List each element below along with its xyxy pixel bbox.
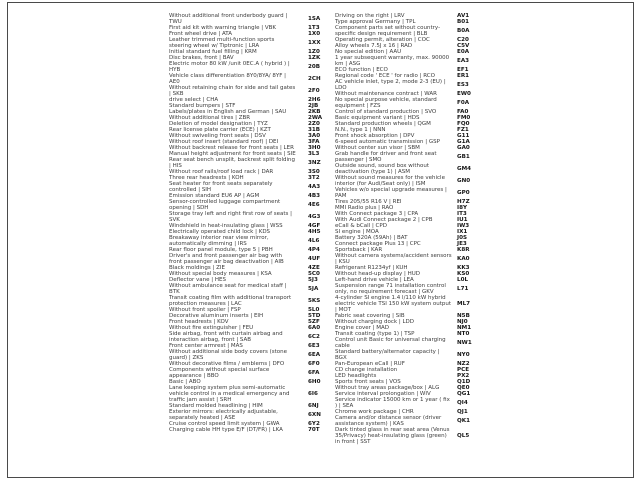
option-code: 20B <box>308 64 321 70</box>
option-code: NY0 <box>457 352 470 358</box>
option-code: NT0 <box>457 331 470 337</box>
option-description: Storage tray left and right first row of seats | SVK <box>169 211 293 223</box>
option-code: FZ1 <box>457 127 469 133</box>
option-item <box>335 427 475 445</box>
option-description: ECO function | ECO <box>335 67 388 73</box>
option-description: Front headrests | KOV <box>169 319 229 325</box>
option-code: 6FA <box>308 370 320 376</box>
option-description: Seat heater for front seats separately controlled | SIH <box>169 181 273 193</box>
option-code: GP0 <box>457 190 470 196</box>
option-code: NJ0 <box>457 319 468 325</box>
option-description: Without retaining chain for side and tail gates | SKB <box>169 85 296 97</box>
option-description: Breakaway interior rear view mirror, automatically dimming | IRS <box>169 235 269 247</box>
option-description: Control of standard production | SVO <box>335 109 437 115</box>
option-code: EF1 <box>457 67 469 73</box>
option-code: E0A <box>457 49 470 55</box>
option-code: 4E6 <box>308 202 320 208</box>
option-description: Side airbag, front with curtain airbag and interaction airbag, front | SAB <box>169 331 283 343</box>
option-code: C20 <box>457 37 469 43</box>
option-description: Without center sun visor | SBM <box>335 145 420 151</box>
option-code: IX1 <box>457 229 468 235</box>
option-item <box>169 181 326 193</box>
option-description: Components without special surface appearance | BBO <box>169 367 270 379</box>
option-code: IU1 <box>457 217 468 223</box>
option-code: 6C2 <box>308 334 320 340</box>
option-code: 2Z0 <box>308 121 320 127</box>
option-item <box>335 253 475 265</box>
option-code: 6E3 <box>308 343 320 349</box>
option-description: Standard bumpers | STF <box>169 103 236 109</box>
option-description: Three rear headrests | KOH <box>169 175 244 181</box>
option-code: 4A3 <box>308 184 321 190</box>
option-description: Without swiveling front seats | DSV <box>169 133 266 139</box>
option-code: J0S <box>457 235 468 241</box>
option-description: Without special body measures | KSA <box>169 271 272 277</box>
option-item <box>335 295 475 313</box>
option-code: 1T3 <box>308 25 320 31</box>
option-description: Grab handle for driver and front seat passenger | SMO <box>335 151 437 163</box>
option-item <box>169 61 326 73</box>
option-item <box>169 427 326 433</box>
option-item <box>335 79 475 91</box>
option-column-right <box>335 13 475 445</box>
option-description: Without head-up display | HUD <box>335 271 420 277</box>
option-description: Driving on the right | LRV <box>335 13 405 19</box>
option-code: NZ2 <box>457 361 470 367</box>
option-description: Connect package Plus 13 | CPC <box>335 241 421 247</box>
option-item <box>169 73 326 85</box>
option-code: GB1 <box>457 154 470 160</box>
option-description: Pan-European eCall | RUF <box>335 361 405 367</box>
option-code: KA0 <box>457 256 470 262</box>
option-description: Alloy wheels 7.5J x 16 | RAD <box>335 43 413 49</box>
option-code: 2H6 <box>308 97 321 103</box>
option-code: GA0 <box>457 145 470 151</box>
option-code: Q1D <box>457 379 471 385</box>
option-item <box>169 283 326 295</box>
option-code: 4UF <box>308 256 321 262</box>
option-code: EW0 <box>457 91 471 97</box>
option-description: Suspension range 71 installation control only, no requirement forecast | GKV <box>335 283 446 295</box>
option-code: 6NJ <box>308 403 319 409</box>
option-description: Without front spoiler | FSP <box>169 307 241 313</box>
option-code: 2CH <box>308 76 321 82</box>
option-description: Without camera systems/accident sensors | KSU <box>335 253 452 265</box>
option-code: FM0 <box>457 115 471 121</box>
option-description: Transit coating (type 1) | TSP <box>335 331 415 337</box>
option-code: KS0 <box>457 271 470 277</box>
option-item <box>335 163 475 175</box>
option-description: With Connect package 3 | CPA <box>335 211 419 217</box>
option-code: 1XX <box>308 40 321 46</box>
option-item <box>335 415 475 427</box>
option-description: Without backrest release for front seats | LER <box>169 145 294 151</box>
option-description: Without additional front underbody guard | TWU <box>169 13 288 25</box>
option-code: K8R <box>457 247 470 253</box>
option-description: Transit coating film with additional transport protection measures | LAC <box>169 295 292 307</box>
option-item <box>335 397 475 409</box>
option-code: C5V <box>457 43 470 49</box>
option-code: B01 <box>457 19 470 25</box>
option-description: Exterior mirrors: electrically adjustable, separately heated | ASE <box>169 409 278 421</box>
option-code: IW3 <box>457 223 470 229</box>
option-description: Without maintenance contract | WAR <box>335 91 437 97</box>
option-code: 4H5 <box>308 229 321 235</box>
option-description: Type approval Germany | TPL <box>335 19 416 25</box>
option-code: 2KB <box>308 109 321 115</box>
option-description: Sensor-controlled luggage compartment opening | SDH <box>169 199 281 211</box>
option-code: PCE <box>457 367 470 373</box>
option-code: 6I6 <box>308 391 318 397</box>
option-code: QE0 <box>457 385 470 391</box>
option-description: Standard molded headlining | HIM <box>169 403 263 409</box>
option-code-list <box>169 13 475 445</box>
option-code: 3T2 <box>308 175 320 181</box>
option-description: Basic equipment variant | HDS <box>335 115 420 121</box>
option-description: Labels/plates in English and German | SAU <box>169 109 287 115</box>
option-description: Driver's and front passenger air bag with front passenger air bag deactivation | AIB <box>169 253 284 265</box>
option-code: G1A <box>457 139 470 145</box>
option-description: Service interval prolongation | WIV <box>335 391 431 397</box>
option-item <box>335 175 475 187</box>
option-item <box>335 337 475 349</box>
option-description: Battery 320A (59Ah) | BAT <box>335 235 408 241</box>
option-item <box>169 85 326 97</box>
option-code: 3L3 <box>308 151 320 157</box>
option-code: 6Y2 <box>308 421 320 427</box>
option-description: First aid kit with warning triangle | VBK <box>169 25 276 31</box>
option-description: Deletion of model designation | TYZ <box>169 121 268 127</box>
option-item <box>335 55 475 67</box>
option-item <box>169 331 326 343</box>
option-description: Vehicles w/o special upgrade measures | PAM <box>335 187 447 199</box>
option-code: 3S0 <box>308 169 320 175</box>
option-description: Refrigerant R1234yf | KUH <box>335 265 408 271</box>
option-code: 3NZ <box>308 160 321 166</box>
option-description: Regional code ' ECE ' for radio | RCO <box>335 73 435 79</box>
option-code: 1SA <box>308 16 321 22</box>
option-code: G11 <box>457 133 470 139</box>
option-code: JE3 <box>457 241 467 247</box>
option-description: drive select | CHA <box>169 97 219 103</box>
option-code: 31B <box>308 127 321 133</box>
option-description: Windshield in heat-insulating glass | WSS <box>169 223 283 229</box>
option-description: Lane keeping system plus semi-automatic vehicle control in a medical emergency and traffic jam assist | SRH <box>169 385 290 403</box>
option-code: 4L6 <box>308 238 320 244</box>
option-description: Front wheel drive | ATA <box>169 31 232 37</box>
option-code: IT3 <box>457 211 467 217</box>
option-code: 5TD <box>308 313 321 319</box>
option-description: CD change installation <box>335 367 398 373</box>
option-description: Chrome work package | CHR <box>335 409 414 415</box>
option-description: Rear floor panel module, type 5 | PBH <box>169 247 273 253</box>
option-item <box>169 295 326 307</box>
option-item <box>335 151 475 163</box>
option-code: B0A <box>457 28 470 34</box>
option-description: Without charging dock | LDD <box>335 319 414 325</box>
option-item <box>335 25 475 37</box>
option-code: 1ZK <box>308 55 321 61</box>
option-code: 3A0 <box>308 133 321 139</box>
option-description: Rear seat bench unsplit, backrest split folding | HIS <box>169 157 296 169</box>
option-description: eCall & bCall | CPD <box>335 223 387 229</box>
option-item <box>335 97 475 109</box>
option-description: Charging cable HH type E/F (DT/FR) | LKA <box>169 427 283 433</box>
option-description: Black moldings | ZIE <box>169 265 225 271</box>
option-code: 4B3 <box>308 193 321 199</box>
option-code: F0A <box>457 100 470 106</box>
option-code: 1Z0 <box>308 49 320 55</box>
option-code: 70T <box>308 427 320 433</box>
option-code: 4G3 <box>308 214 321 220</box>
option-description: Electric motor 80 kW /unit 0EC.A ( hybrid ) | HYB <box>169 61 290 73</box>
option-description: Rear license plate carrier (ECE) | KZT <box>169 127 271 133</box>
option-item <box>335 187 475 199</box>
option-item <box>169 367 326 379</box>
option-item <box>169 385 326 403</box>
option-description: Camera and/or distance sensor (driver assistance system) | KAS <box>335 415 442 427</box>
option-description: Tires 205/55 R16 V | REI <box>335 199 402 205</box>
option-description: Without tray areas package/box | ALG <box>335 385 440 391</box>
option-description: Control unit Basic for universal charging cable <box>335 337 446 349</box>
option-code: 6XN <box>308 412 321 418</box>
option-code: PX2 <box>457 373 470 379</box>
option-code: 5KS <box>308 298 321 304</box>
option-code: GN0 <box>457 178 471 184</box>
option-code: 5ZF <box>308 319 320 325</box>
option-description: Deflector vane | HES <box>169 277 226 283</box>
option-description: With Audi Connect package 2 | CPB <box>335 217 433 223</box>
option-code: 3FA <box>308 139 320 145</box>
option-code: 5C0 <box>308 271 320 277</box>
option-code: 4ZE <box>308 265 320 271</box>
option-description: Basic | ABO <box>169 379 201 385</box>
option-code: 3H0 <box>308 145 321 151</box>
option-code: H7Z <box>457 199 470 205</box>
option-code: 6EA <box>308 352 321 358</box>
option-description: N.N., type 1 | NNN <box>335 127 386 133</box>
option-code: QG1 <box>457 391 471 397</box>
option-description: Emission standard EU6 AP | AGM <box>169 193 260 199</box>
option-description: Sportsback | KAR <box>335 247 383 253</box>
option-item <box>169 349 326 361</box>
option-code: QI4 <box>457 400 468 406</box>
option-code: 2JB <box>308 103 319 109</box>
option-description: Front center armrest | MAS <box>169 343 243 349</box>
option-description: Without sound measures for the vehicle interior (for Audi/Seat only) | ISM <box>335 175 445 187</box>
option-description: Vehicle class differentiation 8Y0/8YA/ 8YF | AE0 <box>169 73 286 85</box>
option-code: QK1 <box>457 418 470 424</box>
option-code: QL5 <box>457 433 470 439</box>
option-description: SI engine | MOA <box>335 229 379 235</box>
option-description: Without decorative films / emblems | DFO <box>169 361 285 367</box>
option-code: FQ0 <box>457 121 470 127</box>
option-description: Left-hand drive vehicle | LEA <box>335 277 414 283</box>
option-description: 4-cylinder SI engine 1.4 l/110 kW hybrid electric vehicle TSI 150 kW system output | MOT <box>335 295 451 313</box>
option-description: Manual height adjustment for front seats | SIE <box>169 151 296 157</box>
option-description: Leather trimmed multi-function sports steering wheel w/ Tiptronic | LRA <box>169 37 275 49</box>
option-code: QJ1 <box>457 409 468 415</box>
option-description: Outside sound, sound box without deactivation (type 1) | ASM <box>335 163 429 175</box>
option-code: 2F0 <box>308 88 320 94</box>
option-code: KK3 <box>457 265 470 271</box>
option-item <box>335 283 475 295</box>
option-code: 5J3 <box>308 277 318 283</box>
option-code: FA0 <box>457 109 469 115</box>
option-code: AV1 <box>457 13 470 19</box>
option-description: Decorative aluminum inserts | EIH <box>169 313 264 319</box>
option-description: Standard production wheels | QGM <box>335 121 431 127</box>
option-code: ML7 <box>457 301 471 307</box>
option-description: 1 year subsequent warranty, max. 90000 km | ASG <box>335 55 450 67</box>
option-description: Fabric seat covering | SIB <box>335 313 405 319</box>
option-code: 5JA <box>308 286 319 292</box>
option-code: 6H0 <box>308 379 321 385</box>
option-code: 4P4 <box>308 247 320 253</box>
option-description: Operating permit, alteration | COC <box>335 37 430 43</box>
option-item <box>169 253 326 265</box>
option-code: 6A0 <box>308 325 321 331</box>
option-item <box>169 13 326 25</box>
option-description: Without additional tires | ZBR <box>169 115 251 121</box>
option-code: L71 <box>457 286 469 292</box>
option-description: LED headlights <box>335 373 377 379</box>
option-code: 5L0 <box>308 307 320 313</box>
option-code: 2WA <box>308 115 323 121</box>
option-item <box>169 211 326 223</box>
option-code: ES3 <box>457 82 469 88</box>
option-item <box>169 235 326 247</box>
option-description: AC vehicle inlet, type 2, mode 2-3 (EU) | LDO <box>335 79 446 91</box>
option-description: Standard battery/alternator capacity | BGX <box>335 349 440 361</box>
option-item <box>335 349 475 361</box>
option-item <box>169 37 326 49</box>
option-description: No special purpose vehicle, standard equipment | FZS <box>335 97 437 109</box>
option-column-left <box>169 13 326 433</box>
option-description: Cruise control speed limit system | GWA <box>169 421 280 427</box>
option-description: Sports front seats | VOS <box>335 379 401 385</box>
option-description: Without additional side body covers (stone guard) | ZKS <box>169 349 287 361</box>
option-description: Initial standard fuel filling | KRM <box>169 49 257 55</box>
option-code: NM1 <box>457 325 472 331</box>
option-code: 1X0 <box>308 31 321 37</box>
option-description: 6-speed automatic transmission | GSP <box>335 139 440 145</box>
option-code: 6F0 <box>308 361 320 367</box>
option-code: NW1 <box>457 340 472 346</box>
option-description: Disc brakes, front | BAV <box>169 55 234 61</box>
option-code: GM4 <box>457 166 472 172</box>
option-code: N5B <box>457 313 470 319</box>
option-description: Without ambulance seat for medical staff | BTK <box>169 283 287 295</box>
option-description: Without fire extinguisher | FEU <box>169 325 254 331</box>
option-code: ER1 <box>457 73 470 79</box>
option-description: Without roof insert (standard roof) | DEI <box>169 139 279 145</box>
option-item <box>169 199 326 211</box>
option-description: No special edition | AAU <box>335 49 402 55</box>
option-code: 4GF <box>308 223 321 229</box>
option-description: MMI Radio plus | RAO <box>335 205 394 211</box>
option-item <box>169 409 326 421</box>
option-description: Service indicator 15000 km or 1 year ( fix ) | SEA <box>335 397 450 409</box>
option-description: Without roof rails/roof load rack | DAR <box>169 169 274 175</box>
option-description: Engine cover | MAD <box>335 325 389 331</box>
option-code: L0L <box>457 277 469 283</box>
option-description: Electrically operated child lock | KDS <box>169 229 271 235</box>
option-code: I8Y <box>457 205 468 211</box>
option-description: Component parts set without country-specific design requirement | BLB <box>335 25 441 37</box>
option-description: Dark tinted glass in rear seat area (Venus 35/Privacy) heat-insulating glass (green) in front | SST <box>335 427 450 445</box>
option-item <box>169 157 326 169</box>
option-code: EA3 <box>457 58 470 64</box>
option-description: Front shock absorption | DPV <box>335 133 415 139</box>
